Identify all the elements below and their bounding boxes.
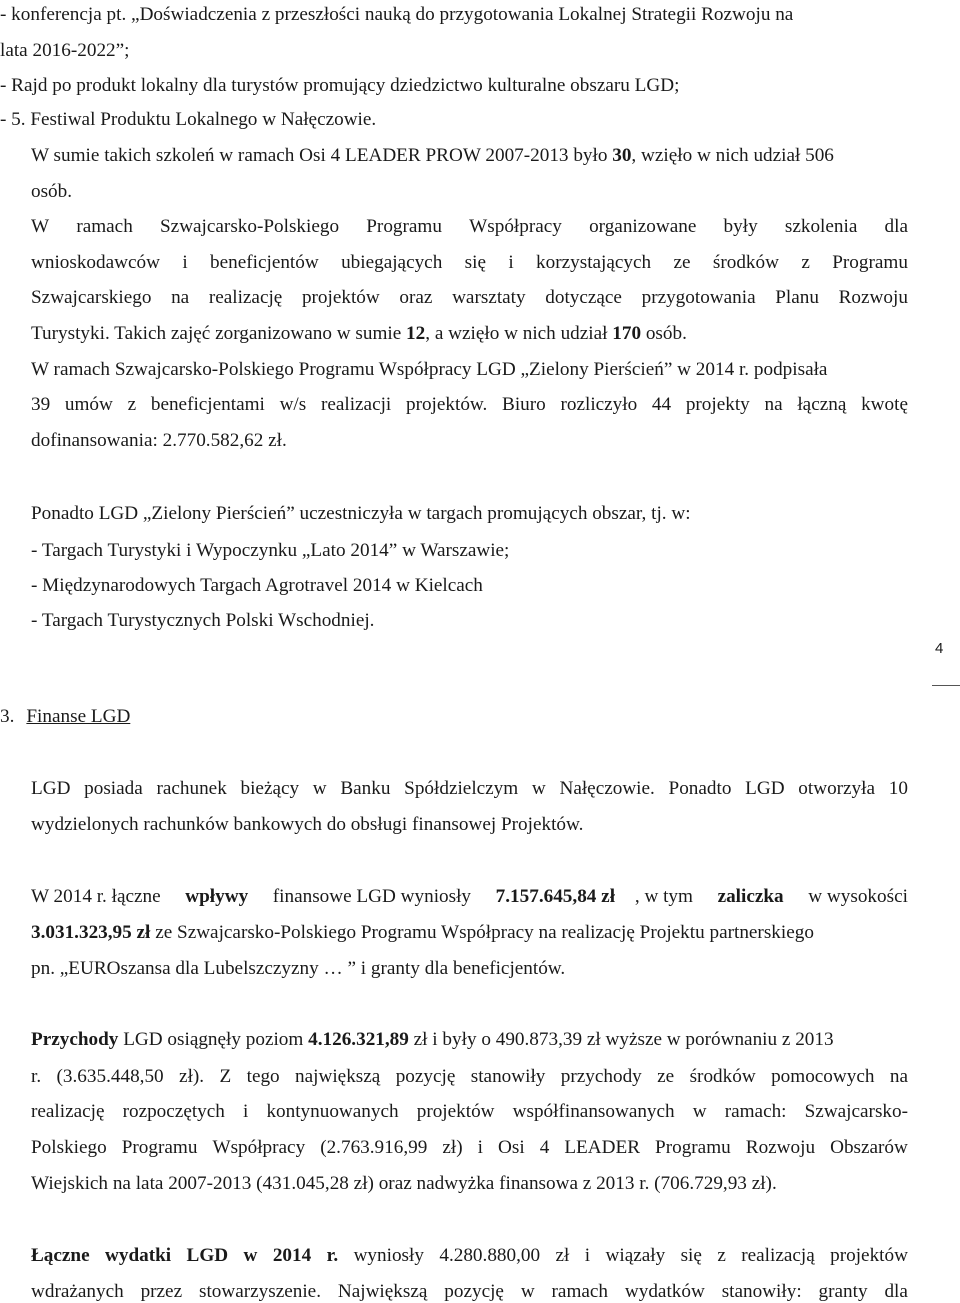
word: stanowiły: [721,1281,802,1302]
text-line: wydzielonych rachunków bankowych do obsługi finansowej Projektów. [31,814,584,835]
text-line [31,323,687,345]
text-segment: , w tym [634,886,698,907]
word: umów [64,394,113,415]
word: przez [140,1281,183,1302]
word: projektów. [405,394,488,415]
text-line: - Międzynarodowych Targach Agrotravel 2014 w Kielcach [31,575,483,596]
word: (3.635.448,50 [56,1066,164,1087]
word: z [127,394,137,415]
word: i [477,1137,483,1158]
justified-line [31,886,908,908]
word: wnioskodawców [31,252,160,273]
word: szkolenia [784,216,858,237]
word: ubiegających [341,252,443,273]
word: w [692,1101,707,1122]
word: otworzyła [798,778,876,799]
word: Współpracy [469,216,562,237]
bold-number: 30 [612,145,632,166]
word: wdrażanych [31,1281,124,1302]
word: pozycję [444,1281,504,1302]
word: na [171,287,190,308]
text-segment: zł i były o 490.873,39 zł wyższe w porównaniu z 2013 [408,1029,834,1050]
word: Osi [498,1137,525,1158]
page-number: 4 [935,640,944,657]
word: łączną [797,394,847,415]
word: realizację [208,287,283,308]
word: Programu [121,1137,198,1158]
justified-line [31,1281,908,1303]
word: realizację [31,1101,105,1122]
word: wiązały [605,1245,666,1266]
justified-line [31,1137,908,1159]
justified-line [31,778,908,800]
word: Z [219,1066,232,1087]
word: W [31,216,50,237]
word: rozliczyło [560,394,638,415]
text-line: dofinansowania: 2.770.582,62 zł. [31,430,287,451]
bold-text: Przychody [31,1029,119,1050]
word: na [889,1066,908,1087]
text-line: - Rajd po produkt lokalny dla turystów promujący dziedzictwo kulturalne obszaru LGD; [0,75,680,96]
word: zł) [442,1137,463,1158]
text-line: pn. „EUROszansa dla Lubelszczyzny … ” i granty dla beneficjentów. [31,958,566,979]
text-segment: w wysokości [803,886,908,907]
word: projektów [301,287,380,308]
text-segment: LGD osiągnęły poziom [118,1029,309,1050]
section-heading [0,706,130,728]
bold-text: wpływy [185,886,249,907]
word: i [584,1245,591,1266]
word: realizacji [320,394,392,415]
word: LGD [31,778,71,799]
word: kontynuowanych [266,1101,399,1122]
justified-line [31,252,908,274]
justified-line [31,287,908,309]
word: na [764,394,783,415]
word: Współpracy [212,1137,306,1158]
word: Rozwoju [838,287,908,308]
word: Ponadto [668,778,732,799]
text-segment: ze Szwajcarsko-Polskiego Programu Współpracy na realizację Projektu partnerskiego [150,922,814,943]
word: dotyczące [545,287,622,308]
word: pozycję [395,1066,456,1087]
text-line: - 5. Festiwal Produktu Lokalnego w Nałęczowie. [0,109,377,130]
word: i [508,252,514,273]
word: ramach [551,1281,609,1302]
word: tego [246,1066,280,1087]
word: pomocowych [771,1066,875,1087]
word: (2.763.916,99 [320,1137,428,1158]
text-line: - Targach Turystycznych Polski Wschodniej. [31,610,375,631]
text-segment: finansowe LGD wyniosły [267,886,476,907]
word: i [182,252,188,273]
word: zł [555,1245,570,1266]
word: dla [884,1281,908,1302]
word: środków [689,1066,756,1087]
text-line: lata 2016-2022”; [0,40,130,61]
word: beneficjentów [210,252,319,273]
text-line: W ramach Szwajcarsko-Polskiego Programu Współpracy LGD „Zielony Pierścień” w 2014 r. podpisała [31,359,828,380]
word: 4 [539,1137,550,1158]
word: zł). [179,1066,205,1087]
word: organizowane [589,216,697,237]
text-line: Wiejskich na lata 2007-2013 (431.045,28 zł) oraz nadwyżka finansowa z 2013 r. (706.729,93 zł). [31,1173,777,1194]
justified-line [31,216,908,238]
justified-line [31,1245,908,1267]
text-line: - Targach Turystyki i Wypoczynku „Lato 2014” w Warszawie; [31,540,510,561]
text-line [31,145,834,167]
word: ramach: [724,1101,787,1122]
word: 10 [888,778,908,799]
word: beneficjentami [150,394,265,415]
word: Banku [340,778,391,799]
word: dla [884,216,908,237]
word: się [464,252,486,273]
word: i [242,1101,249,1122]
word: Największą [337,1281,428,1302]
word: Spółdzielczym [404,778,519,799]
word: bieżący [240,778,300,799]
word: w/s [279,394,307,415]
word: Planu [775,287,819,308]
text-segment: , a wzięło w nich udział [425,323,613,344]
text-line [31,1029,834,1051]
justified-line [31,1066,908,1088]
word: środków [712,252,779,273]
word: projektów [416,1101,495,1122]
word: realizacją [741,1245,815,1266]
word: LGD [745,778,785,799]
word: Łączne [31,1245,90,1266]
word: Szwajcarskiego [31,287,152,308]
word: kwotę [861,394,908,415]
word: Biuro [502,394,546,415]
word: r. [326,1245,339,1266]
word: w [531,778,546,799]
section-number: 3. [0,706,15,727]
word: były [723,216,758,237]
text-line [31,922,814,944]
word: oraz [399,287,433,308]
bold-number: 4.126.321,89 [308,1029,409,1050]
text-segment: osób. [641,323,687,344]
word: rozpoczętych [122,1101,225,1122]
page-number-rule [932,685,960,686]
word: projektów [830,1245,908,1266]
word: z [717,1245,726,1266]
section-title: Finanse LGD [26,706,131,727]
word: 4.280.880,00 [439,1245,541,1266]
text-line: Ponadto LGD „Zielony Pierścień” uczestniczyła w targach promujących obszar, tj. w: [31,503,691,524]
word: granty [818,1281,868,1302]
bold-number: 3.031.323,95 zł [31,922,151,943]
word: ze [657,1066,675,1087]
word: 39 [31,394,51,415]
word: z [801,252,810,273]
word: posiada [84,778,143,799]
word: w [312,778,327,799]
word: LEADER [564,1137,641,1158]
word: r. [31,1066,42,1087]
text-line: - konferencja pt. „Doświadczenia z przeszłości nauką do przygotowania Lokalnej Strategii Rozwoju na [0,4,794,25]
word: przygotowania [641,287,756,308]
word: Programu [366,216,442,237]
word: projekty [685,394,750,415]
word: Programu [655,1137,731,1158]
word: największą [295,1066,381,1087]
word: ze [673,252,691,273]
word: Nałęczowie. [559,778,655,799]
text-segment: , wzięło w nich udział 506 [631,145,834,166]
word: 2014 [272,1245,312,1266]
justified-line [31,1101,908,1123]
word: Programu [832,252,908,273]
word: rachunek [156,778,227,799]
text-segment: Turystyki. Takich zajęć zorganizowano w sumie [31,323,407,344]
word: 44 [651,394,672,415]
text-segment: W 2014 r. łączne [31,886,166,907]
word: współfinansowanych [512,1101,675,1122]
word: warsztaty [452,287,526,308]
word: przychody [560,1066,642,1087]
justified-line [31,394,908,416]
word: stowarzyszenie. [198,1281,321,1302]
word: Obszarów [830,1137,908,1158]
word: stanowiły [470,1066,546,1087]
text-segment: W sumie takich szkoleń w ramach Osi 4 LEADER PROW 2007-2013 było [31,145,613,166]
bold-text: zaliczka [717,886,784,907]
word: się [680,1245,702,1266]
word: LGD [186,1245,229,1266]
word: ramach [76,216,133,237]
word: wyniosły [353,1245,424,1266]
bold-number: 7.157.645,84 zł [495,886,616,907]
word: Szwajcarsko-Polskiego [160,216,340,237]
word: wydatki [105,1245,172,1266]
text-line: osób. [31,181,73,202]
word: Polskiego [31,1137,107,1158]
word: w [520,1281,535,1302]
word: wydatków [624,1281,705,1302]
word: Rozwoju [745,1137,816,1158]
word: korzystających [536,252,652,273]
bold-number: 12 [406,323,426,344]
word: Szwajcarsko- [804,1101,908,1122]
bold-number: 170 [612,323,642,344]
word: w [243,1245,258,1266]
